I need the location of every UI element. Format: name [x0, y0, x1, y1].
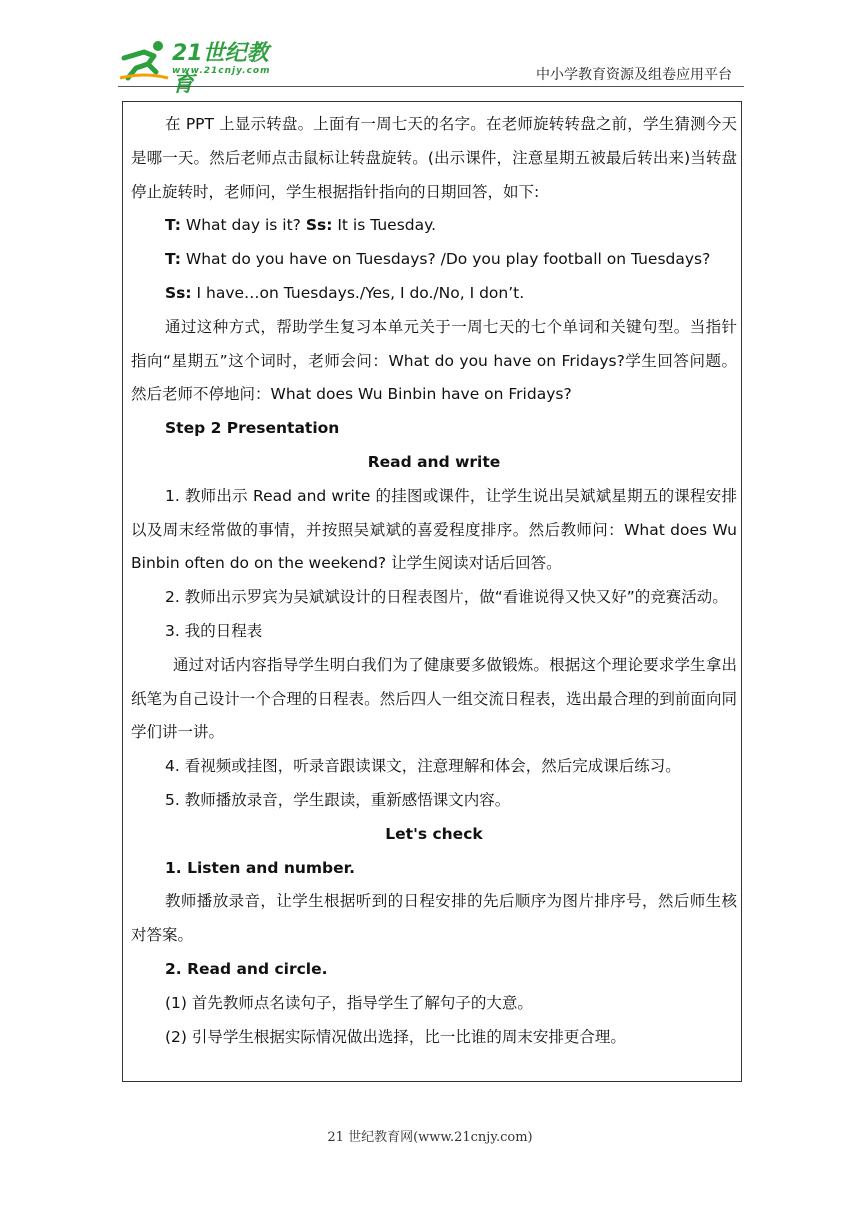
dialogue-text: I have…on Tuesdays./Yes, I do./No, I don’t.	[191, 283, 525, 302]
read-circle-heading: 2. Read and circle.	[165, 959, 328, 978]
site-logo	[118, 38, 288, 97]
step2-heading: Step 2 Presentation	[165, 419, 340, 438]
dialogue-line-2	[131, 243, 737, 277]
runner-logo-icon	[118, 38, 170, 82]
dialogue-text: What do you have on Tuesdays? /Do you play football on Tuesdays?	[180, 250, 711, 269]
listen-number-heading: 1. Listen and number.	[165, 858, 355, 877]
list-item-5: 5. 教师播放录音，学生跟读，重新感悟课文内容。	[165, 790, 511, 809]
platform-name: 中小学教育资源及组卷应用平台	[536, 67, 732, 83]
lets-check-heading: Let's check	[385, 824, 483, 843]
lesson-content-box	[122, 101, 742, 1082]
page-footer: 21 世纪教育网(www.21cnjy.com)	[327, 1130, 533, 1145]
read-and-write-heading: Read and write	[367, 452, 501, 471]
list-item-2: 2. 教师出示罗宾为吴斌斌设计的日程表图片，做“看谁说得又快又好”的竞赛活动。	[165, 588, 728, 607]
list-item-3: 3. 我的日程表	[165, 621, 263, 640]
list-item-3-body: 通过对话内容指导学生明白我们为了健康要多做锻炼。根据这个理论要求学生拿出纸笔为自己设计一个合理的日程表。然后四人一组交流日程表，选出最合理的到前面向同学们讲一讲。	[131, 655, 737, 742]
intro-paragraph: 在 PPT 上显示转盘。上面有一周七天的名字。在老师旋转转盘之前，学生猜测今天是哪一天。然后老师点击鼠标让转盘旋转。(出示课件，注意星期五被最后转出来)当转盘停止旋转时，老师问，学生根据指针指向的日期回答，如下:	[131, 115, 737, 201]
page-header	[0, 0, 860, 97]
logo-url: www.21cnjy.com	[172, 66, 271, 76]
header-divider	[118, 86, 744, 87]
speaker-teacher: T:	[165, 216, 181, 235]
review-paragraph: 通过这种方式，帮助学生复习本单元关于一周七天的七个单词和关键句型。当指针指向“星期五”这个词时，老师会问：What do you have on Fridays?学生回答问题。然后老师不停地问：What does Wu Binbin have on Fridays?	[131, 317, 737, 404]
list-item-4: 4. 看视频或挂图，听录音跟读课文，注意理解和体会，然后完成课后练习。	[165, 757, 681, 776]
speaker-teacher: T:	[165, 250, 181, 269]
list-item-1: 1. 教师出示 Read and write 的挂图或课件，让学生说出吴斌斌星期五的课程安排以及周末经常做的事情，并按照吴斌斌的喜爱程度排序。然后教师问：What does Wu Binbin often do on the weekend? 让学生阅读对话后回答。	[131, 486, 737, 573]
read-circle-step-2: (2) 引导学生根据实际情况做出选择，比一比谁的周末安排更合理。	[165, 1027, 626, 1046]
dialogue-line-3	[131, 277, 737, 311]
speaker-students: Ss:	[165, 283, 192, 302]
dialogue-text: What day is it?	[180, 216, 306, 235]
dialogue-text: It is Tuesday.	[332, 216, 436, 235]
listen-number-body: 教师播放录音，让学生根据听到的日程安排的先后顺序为图片排序号，然后师生核对答案。	[131, 892, 737, 945]
logo-text: 21世纪教育	[172, 41, 269, 97]
dialogue-line-1	[131, 209, 737, 243]
speaker-students: Ss:	[305, 216, 333, 235]
read-circle-step-1: (1) 首先教师点名读句子，指导学生了解句子的大意。	[165, 993, 533, 1012]
